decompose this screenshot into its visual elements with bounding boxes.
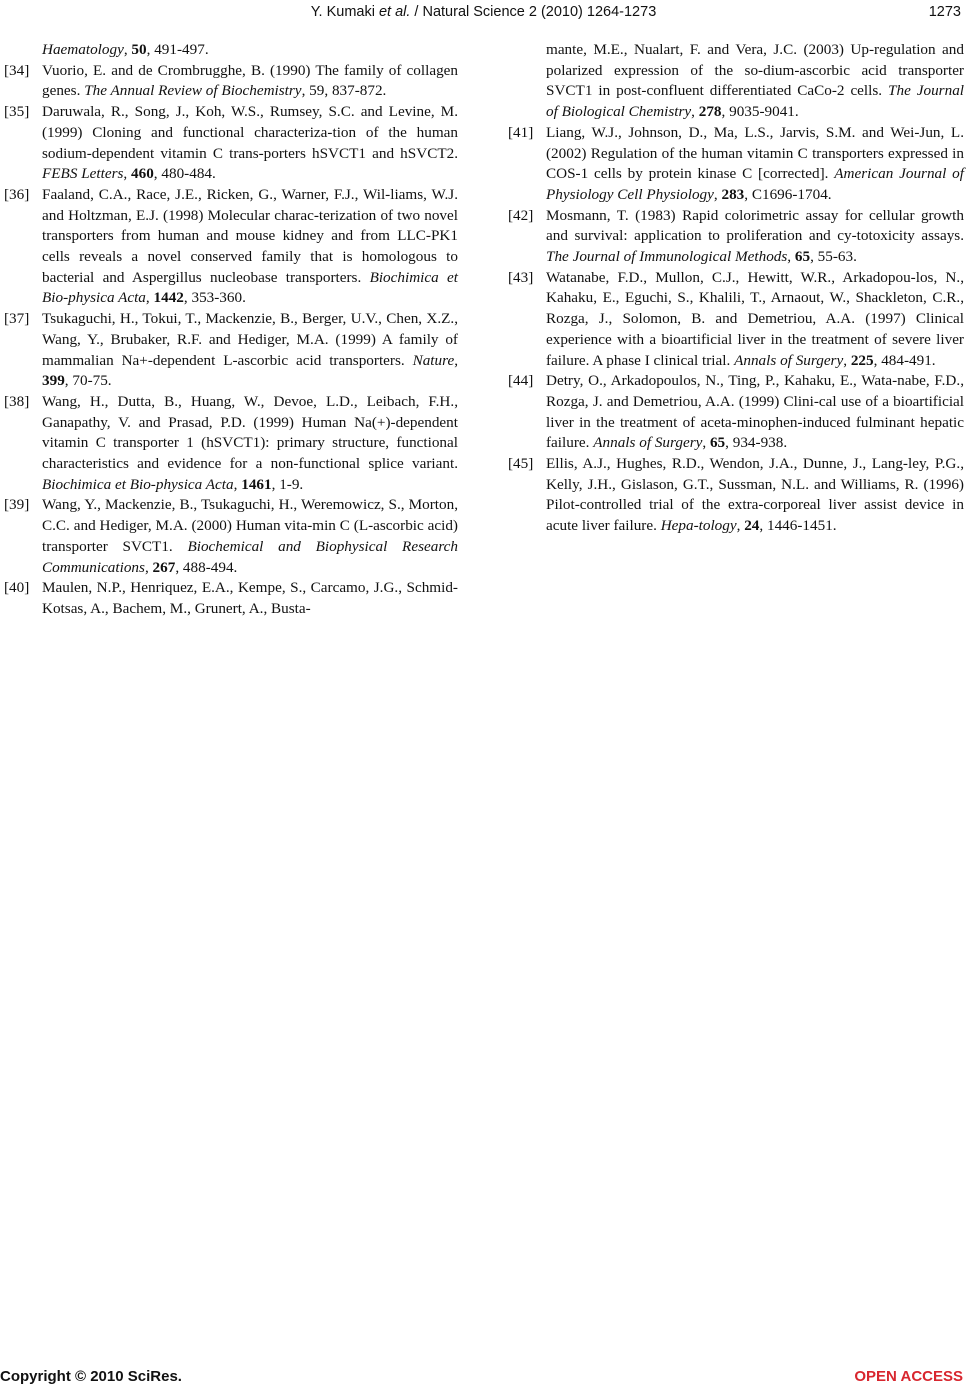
reference-item [4, 102, 458, 185]
reference-text: Ellis, A.J., Hughes, R.D., Wendon, J.A., Dunne, J., Lang-ley, P.G., Kelly, J.H., Gislason, G.T., Sussman, N.L. and Williams, R. (1996) Pilot-controlled trial of the extra-corporeal liver assist device in acute liver failure. Hepa-tology, 24, 1446-1451. [546, 455, 964, 535]
reference-text: Liang, W.J., Johnson, D., Ma, L.S., Jarvis, S.M. and Wei-Jun, L. (2002) Regulation of the human vitamin C transporters expressed in COS-1 cells by protein kinase C [corrected]. American Journal of Physiology Cell Physiology, 283, C1696-1704. [546, 123, 964, 203]
reference-text: Maulen, N.P., Henriquez, E.A., Kempe, S., Carcamo, J.G., Schmid-Kotsas, A., Bachem, M., Grunert, A., Busta- [42, 579, 458, 617]
reference-number: [37] [4, 310, 30, 328]
reference-continuation: mante, M.E., Nualart, F. and Vera, J.C. (2003) Up-regulation and polarized expression of the so-dium-ascorbic acid transporter SVCT1 in post-confluent differentiated CaCo-2 cells. The Journal of Biological Chemistry, 278, 9035-9041. [546, 41, 965, 121]
reference-text: Wang, Y., Mackenzie, B., Tsukaguchi, H., Weremowicz, S., Morton, C.C. and Hediger, M.A. (2000) Human vita-min C (L-ascorbic acid) transporter SVCT1. Biochemical and Biophysical Research Communications, 267, 488-494. [42, 496, 458, 576]
reference-item [4, 495, 458, 578]
open-access-label: OPEN ACCESS [854, 1368, 963, 1385]
reference-text: Mosmann, T. (1983) Rapid colorimetric assay for cellular growth and survival: application to proliferation and cy-totoxicity assays. The Journal of Immunological Methods, 65, 55-63. [546, 206, 964, 266]
reference-number: [34] [4, 61, 30, 79]
reference-text: Wang, H., Dutta, B., Huang, W., Devoe, L.D., Leibach, F.H., Ganapathy, V. and Prasad, P.D. (1999) Human Na(+)-dependent vitamin C transporter 1 (hSVCT1): primary structure, functional characteristics and evidence for a non-functional splice variant. Biochimica et Bio-physica Acta, 1461, 1-9. [42, 392, 458, 493]
reference-item [508, 371, 964, 454]
reference-text: Daruwala, R., Song, J., Koh, W.S., Rumsey, S.C. and Levine, M. (1999) Cloning and functional characteriza-tion of the human sodium-dependent vitamin C trans-porters hSVCT1 and hSVCT2. FEBS Letters, 460, 480-484. [42, 103, 458, 183]
reference-item [508, 454, 964, 537]
reference-number: [36] [4, 185, 30, 203]
reference-item [508, 123, 964, 206]
reference-item [4, 392, 458, 496]
reference-continuation: Haematology, 50, 491-497. [42, 41, 209, 58]
running-title: Y. Kumaki et al. / Natural Science 2 (2010) 1264-1273 [310, 4, 657, 20]
reference-number: [39] [4, 496, 30, 514]
left-column [4, 40, 458, 620]
reference-number: [42] [508, 206, 534, 224]
page-footer [0, 1363, 967, 1388]
reference-number: [35] [4, 103, 30, 121]
reference-text: Vuorio, E. and de Crombrugghe, B. (1990) The family of collagen genes. The Annual Review of Biochemistry, 59, 837-872. [42, 61, 458, 100]
copyright-notice: Copyright © 2010 SciRes. [0, 1368, 182, 1385]
reference-number: [40] [4, 579, 30, 597]
reference-text: Tsukaguchi, H., Tokui, T., Mackenzie, B., Berger, U.V., Chen, X.Z., Wang, Y., Brubaker, R.F. and Hediger, M.A. (1999) A family of mammalian Na+-dependent L-ascorbic acid transporters. Nature, 399, 70-75. [42, 310, 458, 390]
reference-number: [38] [4, 392, 30, 410]
running-header [0, 0, 967, 26]
reference-number: [43] [508, 268, 534, 286]
reference-item [508, 268, 964, 372]
reference-number: [44] [508, 372, 534, 390]
reference-number: [45] [508, 455, 534, 473]
reference-text: Watanabe, F.D., Mullon, C.J., Hewitt, W.R., Arkadopou-los, N., Kahaku, E., Eguchi, S., Khalili, T., Arnaout, W., Shackleton, C.R., Rozga, J., Solomon, B. and Demetriou, A.A. (1997) Clinical experience with a bioartificial liver in the treatment of severe liver failure. A phase I clinical trial. Annals of Surgery, 225, 484-491. [546, 268, 964, 369]
reference-item [4, 61, 458, 102]
reference-item [4, 309, 458, 392]
right-column [508, 40, 964, 537]
reference-text: Detry, O., Arkadopoulos, N., Ting, P., Kahaku, E., Wata-nabe, F.D., Rozga, J. and Demetriou, A.A. (1999) Clini-cal use of a bioartificial liver in the treatment of aceta-minophen-induced fulminant hepatic failure. Annals of Surgery, 65, 934-938. [546, 372, 964, 452]
reference-number: [41] [508, 123, 534, 141]
reference-text: Faaland, C.A., Race, J.E., Ricken, G., Warner, F.J., Wil-liams, W.J. and Holtzman, E.J. (1998) Molecular charac-terization of two novel transporters from human and mouse kidney and from LLC-PK1 cells reveals a novel conserved family that is homologous to bacterial and Aspergillus nucleobase transporters. Biochimica et Bio-physica Acta, 1442, 353-360. [42, 185, 458, 307]
reference-item [4, 578, 458, 619]
page-number: 1273 [928, 4, 961, 20]
reference-item [4, 185, 458, 309]
reference-item [508, 206, 964, 268]
